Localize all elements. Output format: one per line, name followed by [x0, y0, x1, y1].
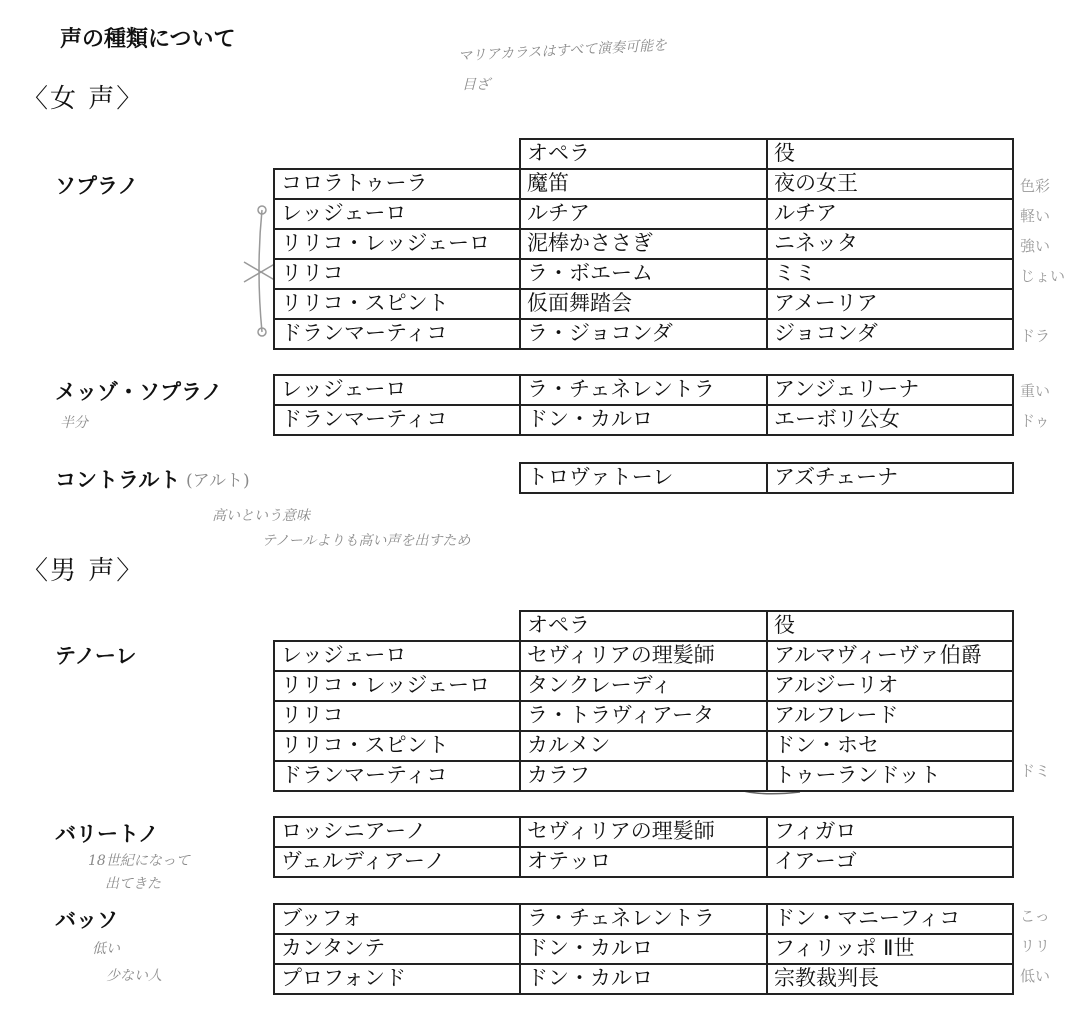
opera-cell: 泥棒かささぎ — [519, 228, 768, 260]
role-cell: アメーリア — [766, 288, 1014, 320]
handwritten-note-mezzo: 半分 — [60, 415, 88, 431]
voice-subtype-cell: レッジェーロ — [273, 374, 521, 406]
handwritten-note-contralto-1: 高いという意味 — [212, 508, 310, 524]
handwritten-note-basso-1: 低い — [92, 941, 120, 957]
edge-mark: こっ — [1020, 907, 1050, 925]
role-cell: イアーゴ — [766, 846, 1014, 878]
handwritten-note-callas: マリアカラスはすべて演奏可能を — [457, 37, 668, 65]
handwritten-note-contralto-2: テノールよりも高い声を出すため — [262, 533, 471, 549]
voice-subtype-cell: ブッフォ — [273, 903, 521, 935]
female-section-heading: 〈女 声〉 — [22, 84, 145, 114]
role-cell: ルチア — [766, 198, 1014, 230]
opera-cell: 仮面舞踏会 — [519, 288, 768, 320]
opera-cell: ラ・チェネレントラ — [519, 374, 768, 406]
label-mezzo-soprano: メッゾ・ソプラノ — [55, 380, 223, 404]
role-cell: アズチェーナ — [766, 462, 1014, 494]
role-cell: 宗教裁判長 — [766, 963, 1014, 995]
voice-subtype-cell: プロフォンド — [273, 963, 521, 995]
voice-subtype-cell: リリコ・スピント — [273, 288, 521, 320]
opera-cell: トロヴァトーレ — [519, 462, 768, 494]
voice-subtype-cell: リリコ — [273, 700, 521, 732]
role-cell: アルマヴィーヴァ伯爵 — [766, 640, 1014, 672]
role-cell: アルフレード — [766, 700, 1014, 732]
opera-cell: タンクレーディ — [519, 670, 768, 702]
voice-subtype-cell: ドランマーティコ — [273, 760, 521, 792]
role-cell: ドン・ホセ — [766, 730, 1014, 762]
edge-mark: 軽い — [1020, 207, 1051, 225]
handwritten-note-baritone-2: 出てきた — [105, 876, 161, 892]
voice-subtype-cell: ロッシニアーノ — [273, 816, 521, 848]
edge-mark: 色彩 — [1020, 177, 1051, 195]
opera-cell: ドン・カルロ — [519, 963, 768, 995]
male-section-heading: 〈男 声〉 — [22, 556, 145, 586]
opera-cell: カラフ — [519, 760, 768, 792]
edge-mark: 強い — [1020, 237, 1051, 255]
opera-cell: ドン・カルロ — [519, 933, 768, 965]
handwritten-alto: (アルト) — [186, 471, 250, 491]
handwritten-note-basso-2: 少ない人 — [106, 968, 162, 984]
voice-subtype-cell: リリコ・レッジェーロ — [273, 228, 521, 260]
voice-subtype-cell: リリコ — [273, 258, 521, 290]
label-baritono: バリートノ — [55, 822, 159, 846]
header-role-cell: 役 — [766, 138, 1014, 170]
label-soprano: ソプラノ — [55, 174, 139, 198]
header-opera-cell: オペラ — [519, 138, 768, 170]
role-cell: ニネッタ — [766, 228, 1014, 260]
edge-mark: ドラ — [1020, 327, 1051, 345]
edge-mark: 重い — [1020, 382, 1051, 400]
role-cell: ミミ — [766, 258, 1014, 290]
role-cell: アルジーリオ — [766, 670, 1014, 702]
edge-mark: じょい — [1020, 267, 1065, 285]
opera-cell: カルメン — [519, 730, 768, 762]
label-basso: バッソ — [55, 908, 118, 932]
opera-cell: セヴィリアの理髪師 — [519, 640, 768, 672]
voice-subtype-cell: ドランマーティコ — [273, 318, 521, 350]
handwritten-note-baritone-1: 18世紀になって — [88, 853, 190, 869]
voice-subtype-cell: レッジェーロ — [273, 198, 521, 230]
opera-cell: ラ・ボエーム — [519, 258, 768, 290]
opera-cell: 魔笛 — [519, 168, 768, 200]
opera-cell: ラ・チェネレントラ — [519, 903, 768, 935]
voice-subtype-cell: ドランマーティコ — [273, 404, 521, 436]
role-cell: アンジェリーナ — [766, 374, 1014, 406]
edge-mark: ドミ — [1020, 762, 1051, 780]
edge-mark: リリ — [1020, 937, 1051, 955]
opera-cell: オテッロ — [519, 846, 768, 878]
role-cell: フィリッポ Ⅱ世 — [766, 933, 1014, 965]
opera-cell: ルチア — [519, 198, 768, 230]
handwritten-note-callas-2: 目ざ — [462, 77, 490, 93]
header-role-cell: 役 — [766, 610, 1014, 642]
label-contralto: コントラルト — [55, 468, 181, 492]
voice-subtype-cell: リリコ・スピント — [273, 730, 521, 762]
role-cell: トゥーランドット — [766, 760, 1014, 792]
role-cell: エーボリ公女 — [766, 404, 1014, 436]
role-cell: ジョコンダ — [766, 318, 1014, 350]
header-opera-cell: オペラ — [519, 610, 768, 642]
edge-mark: 低い — [1020, 967, 1051, 985]
role-cell: ドン・マニーフィコ — [766, 903, 1014, 935]
label-tenore: テノーレ — [55, 644, 137, 668]
voice-subtype-cell: カンタンテ — [273, 933, 521, 965]
opera-cell: セヴィリアの理髪師 — [519, 816, 768, 848]
edge-mark: ドゥ — [1020, 412, 1050, 430]
opera-cell: ラ・ジョコンダ — [519, 318, 768, 350]
voice-subtype-cell: コロラトゥーラ — [273, 168, 521, 200]
page-title: 声の種類について — [60, 27, 236, 52]
role-cell: フィガロ — [766, 816, 1014, 848]
voice-subtype-cell: ヴェルディアーノ — [273, 846, 521, 878]
opera-cell: ドン・カルロ — [519, 404, 768, 436]
role-cell: 夜の女王 — [766, 168, 1014, 200]
voice-subtype-cell: レッジェーロ — [273, 640, 521, 672]
voice-subtype-cell: リリコ・レッジェーロ — [273, 670, 521, 702]
opera-cell: ラ・トラヴィアータ — [519, 700, 768, 732]
